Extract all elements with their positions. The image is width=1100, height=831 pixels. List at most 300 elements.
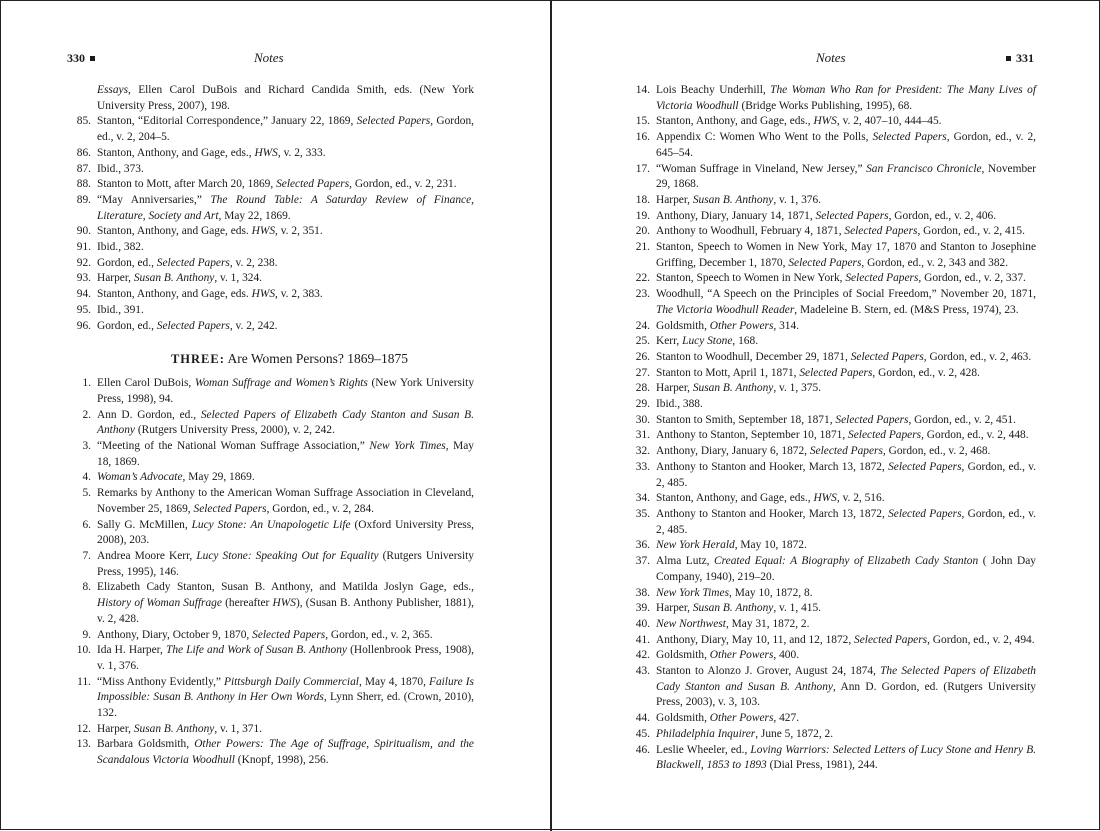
italic-title: Selected Papers — [193, 502, 267, 515]
note-text-run: Anthony to Stanton and Hooker, March 13, 1872, — [656, 460, 889, 473]
note-number: 14. — [635, 84, 650, 96]
note-entry — [626, 224, 1036, 240]
italic-title: Selected Papers — [809, 445, 883, 458]
note-text-run: Andrea Moore Kerr, — [97, 549, 197, 562]
italic-title: Selected Papers — [844, 225, 918, 238]
italic-title: Selected Papers — [788, 256, 862, 269]
running-title-right: Notes — [816, 50, 846, 65]
note-text — [97, 256, 474, 272]
note-number: 39. — [635, 602, 650, 615]
note-text — [97, 408, 474, 439]
italic-title: Failure Is Impossible: Susan B. Anthony in Her Own Words — [97, 675, 474, 704]
note-text — [656, 224, 1036, 240]
note-text — [656, 271, 1036, 287]
note-text — [97, 376, 474, 407]
note-text-run: , May 29, 1869. — [182, 471, 255, 484]
note-entry — [67, 114, 474, 145]
note-number: 96. — [76, 319, 91, 332]
italic-title: Selected Papers — [848, 429, 922, 442]
note-text-run: (Rutgers University Press, 2000), v. 2, 242. — [134, 424, 335, 437]
note-text-run: Ida H. Harper, — [97, 644, 166, 657]
note-text — [97, 722, 474, 738]
note-entry — [67, 580, 474, 627]
note-text — [97, 224, 474, 240]
note-text-run: , v. 1, 375. — [773, 382, 821, 395]
note-text-run: Ibid., 373. — [97, 162, 144, 175]
note-entry — [626, 114, 1036, 130]
note-number: 32. — [635, 445, 650, 458]
italic-title: Selected Papers — [872, 131, 947, 144]
italic-title: Selected Papers — [156, 319, 230, 332]
note-text — [97, 303, 474, 319]
note-entry — [626, 444, 1036, 460]
note-number: 87. — [76, 162, 91, 175]
notes-list-right — [626, 83, 1036, 774]
note-text-run: , 400. — [773, 649, 800, 662]
note-text-run: , v. 2, 516. — [836, 492, 885, 505]
chapter-number: THREE: — [170, 352, 225, 367]
note-text-run: Stanton, Speech to Women in New York, — [656, 272, 846, 285]
note-text-run: , v. 2, 383. — [275, 288, 323, 301]
note-text-run: , Gordon, ed., v. 2, 485. — [656, 460, 1036, 489]
note-number: 90. — [76, 225, 91, 238]
note-entry — [626, 366, 1036, 382]
note-number: 89. — [76, 193, 91, 206]
note-text-run: Ibid., 382. — [97, 241, 144, 254]
note-text — [656, 648, 1036, 664]
note-text-run: , Gordon, ed., v. 2, 204–5. — [97, 115, 475, 144]
note-text-run: , Gordon, ed., v. 2, 406. — [888, 209, 997, 222]
italic-title: Loving Warriors: Selected Letters of Lucy Stone and Henry B. Blackwell, 1853 to 1893 — [656, 743, 1036, 772]
note-text-run: “Woman Suffrage in Vineland, New Jersey,” — [656, 162, 867, 175]
running-head-right — [634, 49, 1034, 67]
note-text — [97, 240, 474, 256]
note-entry — [626, 350, 1036, 366]
italic-title: The Life and Work of Susan B. Anthony — [165, 644, 347, 657]
note-entry — [67, 319, 474, 335]
note-number: 27. — [635, 366, 650, 379]
note-text-run: , Madeleine B. Stern, ed. (M&S Press, 1974), 23. — [794, 303, 1019, 316]
note-number: 29. — [635, 398, 650, 411]
note-text-run: Anthony, Diary, January 14, 1871, — [656, 209, 816, 222]
italic-title: Selected Papers — [156, 256, 230, 269]
note-entry — [626, 601, 1036, 617]
note-number: 21. — [635, 241, 650, 254]
note-text — [97, 580, 474, 627]
italic-title: San Francisco Chronicle — [866, 162, 982, 175]
note-text-run: , Gordon, ed., v. 2, 343 and 382. — [861, 256, 1009, 269]
note-text-run: Stanton, Anthony, and Gage, eds., — [656, 492, 814, 505]
note-text-run: , 427. — [773, 712, 800, 725]
note-text-run: (Hollenbrook Press, 1908), v. 1, 376. — [97, 644, 475, 672]
note-text-run: Stanton, Anthony, and Gage, eds., — [656, 115, 814, 128]
note-entry — [67, 162, 474, 178]
note-text — [97, 271, 474, 287]
note-number: 26. — [635, 350, 650, 363]
note-text-run: ( John Day Company, 1940), 219–20. — [656, 555, 1036, 583]
note-text-run: Ibid., 388. — [656, 398, 703, 411]
note-number: 38. — [635, 586, 650, 599]
note-text-run: “May Anniversaries,” — [97, 193, 211, 206]
note-number: 22. — [635, 272, 650, 285]
note-text-run: Anthony to Stanton and Hooker, March 13, 1872, — [656, 507, 889, 520]
note-entry — [67, 177, 474, 193]
note-text-run: Ibid., 391. — [97, 303, 144, 316]
note-text-run: Anthony, Diary, January 6, 1872, — [656, 445, 810, 458]
note-text-run: ), (Susan B. Anthony Publisher, 1881), v. 2, 428. — [97, 597, 475, 625]
italic-title: Selected Papers — [799, 366, 873, 379]
note-text — [656, 727, 1036, 743]
note-text-run: (hereafter — [221, 597, 273, 610]
note-text — [97, 737, 474, 768]
note-entry — [626, 397, 1036, 413]
note-text-run: “Miss Anthony Evidently,” — [97, 675, 225, 688]
italic-title: Selected Papers — [815, 209, 889, 222]
note-text-run: Harper, — [97, 272, 134, 285]
note-text-run: , 168. — [732, 335, 759, 348]
note-entry — [67, 470, 474, 486]
note-text-run: “Meeting of the National Woman Suffrage Association,” — [97, 440, 370, 453]
italic-title: Other Powers — [709, 649, 774, 662]
italic-title: Selected Papers — [854, 633, 928, 646]
note-number: 2. — [82, 408, 91, 421]
note-entry — [626, 83, 1036, 114]
running-head-left — [67, 49, 474, 67]
note-text-run: , May 22, 1869. — [218, 209, 291, 222]
note-entry — [67, 287, 474, 303]
note-text — [656, 586, 1036, 602]
note-text — [97, 439, 474, 470]
note-number: 30. — [635, 413, 650, 426]
note-entry — [626, 538, 1036, 554]
note-entry — [67, 193, 474, 224]
note-text — [656, 287, 1036, 318]
note-number: 7. — [82, 549, 91, 562]
italic-title: New York Herald — [656, 539, 735, 552]
italic-title: History of Woman Suffrage — [97, 597, 222, 610]
note-text — [97, 319, 474, 335]
note-text — [97, 486, 474, 517]
note-text-run: , Gordon, ed., v. 2, 337. — [918, 272, 1026, 285]
note-entry — [626, 271, 1036, 287]
note-entry — [626, 554, 1036, 585]
italic-title: Essays — [97, 84, 129, 96]
note-entry — [626, 240, 1036, 271]
note-number: 25. — [635, 335, 650, 348]
note-entry — [626, 428, 1036, 444]
note-entry — [626, 633, 1036, 649]
note-entry — [626, 381, 1036, 397]
note-text-run: Gordon, ed., — [97, 319, 157, 332]
italic-title: New York Times — [369, 440, 446, 453]
note-entry — [626, 507, 1036, 538]
note-entry — [626, 586, 1036, 602]
italic-title: Selected Papers of Elizabeth Cady Stanton and Susan B. Anthony — [97, 408, 474, 437]
note-text — [656, 397, 1036, 413]
note-number: 86. — [76, 146, 91, 159]
note-text — [97, 162, 474, 178]
note-text-run: Alma Lutz, — [656, 555, 715, 568]
note-entry — [626, 460, 1036, 491]
note-number: 85. — [76, 115, 91, 128]
note-number: 91. — [76, 241, 91, 254]
note-text-run: , Gordon, ed., v. 2, 284. — [266, 502, 375, 515]
note-text-run: , Gordon, ed., v. 2, 494. — [927, 633, 1035, 646]
italic-title: Woman Suffrage and Women’s Rights — [194, 377, 368, 390]
note-text-run: , v. 1, 376. — [773, 193, 821, 206]
note-entry — [67, 240, 474, 256]
note-number: 4. — [82, 471, 91, 484]
italic-title: Selected Papers — [276, 178, 350, 191]
note-text-run: Harper, — [97, 722, 134, 735]
note-number: 45. — [635, 727, 650, 740]
note-text-run: , v. 1, 324. — [214, 272, 262, 285]
italic-title: Lucy Stone: Speaking Out for Equality — [196, 549, 379, 562]
italic-title: The Woman Who Ran for President: The Many Lives of Victoria Woodhull — [656, 84, 1036, 112]
note-text — [656, 350, 1036, 366]
note-text-run: , Gordon, ed., v. 2, 448. — [921, 429, 1029, 442]
note-entry — [67, 408, 474, 439]
italic-title: HWS — [254, 146, 278, 159]
note-text — [656, 162, 1036, 193]
note-text — [656, 601, 1036, 617]
italic-title: HWS — [251, 288, 276, 301]
note-text — [656, 491, 1036, 507]
note-text-run: , May 10, 1872. — [734, 539, 807, 552]
italic-title: Other Powers — [709, 319, 774, 332]
note-number: 40. — [635, 617, 650, 630]
note-text-run: , Gordon, ed., v. 2, 428. — [872, 366, 980, 379]
note-entry — [67, 376, 474, 407]
note-entry — [626, 162, 1036, 193]
note-text-run: , Gordon, ed., v. 2, 468. — [882, 445, 991, 458]
notes-list-continued — [67, 83, 474, 334]
note-entry — [626, 491, 1036, 507]
note-text-run: , Gordon, ed., v. 2, 231. — [349, 178, 457, 191]
note-text-run: , Gordon, ed., v. 2, 451. — [908, 413, 1016, 426]
italic-title: New Northwest — [656, 617, 726, 630]
note-entry — [67, 643, 474, 674]
italic-title: Other Powers — [709, 712, 774, 725]
note-number: 28. — [635, 382, 650, 395]
italic-title: HWS — [251, 225, 276, 238]
note-number: 9. — [82, 628, 91, 641]
note-number: 95. — [76, 303, 91, 316]
note-number: 19. — [635, 209, 650, 222]
note-entry — [67, 439, 474, 470]
note-entry — [67, 256, 474, 272]
italic-title: Susan B. Anthony — [692, 193, 774, 206]
note-text-run: Anthony to Woodhull, February 4, 1871, — [656, 225, 845, 238]
note-text — [656, 428, 1036, 444]
note-text-run: Gordon, ed., — [97, 256, 157, 269]
note-number: 43. — [635, 665, 650, 678]
note-text-run: , May 10, 1872, 8. — [729, 586, 813, 599]
italic-title: HWS — [272, 597, 296, 610]
note-number: 10. — [76, 644, 91, 657]
note-entry — [626, 193, 1036, 209]
note-number: 15. — [635, 115, 650, 128]
square-bullet-icon — [1006, 56, 1011, 61]
note-text-run: , Gordon, ed., v. 2, 463. — [923, 350, 1032, 363]
page-number-left: 330 — [67, 49, 100, 67]
note-entry — [626, 648, 1036, 664]
note-number: 1. — [82, 377, 91, 390]
note-number: 94. — [76, 288, 91, 301]
note-text — [656, 366, 1036, 382]
note-text-run: (Knopf, 1998), 256. — [234, 754, 329, 767]
note-number: 17. — [635, 162, 650, 175]
note-entry — [67, 146, 474, 162]
italic-title: HWS — [813, 492, 837, 505]
note-entry — [626, 617, 1036, 633]
note-number: 92. — [76, 256, 91, 269]
note-text-run: , v. 1, 371. — [214, 722, 262, 735]
note-text-run: Anthony, Diary, October 9, 1870, — [97, 628, 253, 641]
italic-title: Susan B. Anthony — [692, 382, 774, 395]
note-number: 88. — [76, 178, 91, 191]
italic-title: Selected Papers — [252, 628, 326, 641]
note-text-run: Anthony to Stanton, September 10, 1871, — [656, 429, 849, 442]
note-text-run: , v. 2, 407–10, 444–45. — [836, 115, 942, 128]
page-number-right: 331 — [1001, 49, 1034, 67]
note-number: 42. — [635, 649, 650, 662]
italic-title: Created Equal: A Biography of Elizabeth Cady Stanton — [714, 555, 979, 568]
italic-title: Selected Papers — [356, 115, 431, 128]
note-number: 24. — [635, 319, 650, 332]
italic-title: HWS — [813, 115, 837, 128]
chapter-title: Are Women Persons? 1869–1875 — [227, 351, 409, 367]
note-text-run: , Gordon, ed., v. 2, 645–54. — [656, 131, 1036, 159]
italic-title: Selected Papers — [835, 413, 909, 426]
note-text — [656, 83, 1036, 114]
italic-title: New York Times — [656, 586, 730, 599]
note-text-run: , Gordon, ed., v. 2, 485. — [656, 507, 1036, 536]
italic-title: Other Powers: The Age of Suffrage, Spiritualism, and the Scandalous Victoria Woodhull — [97, 738, 474, 767]
note-text — [656, 381, 1036, 397]
note-text — [67, 83, 474, 114]
note-text — [97, 470, 474, 486]
square-bullet-icon — [90, 56, 95, 61]
note-number: 3. — [82, 440, 91, 453]
italic-title: Woman’s Advocate — [97, 471, 183, 484]
note-number: 23. — [635, 288, 650, 301]
note-text-run: Stanton to Smith, September 18, 1871, — [656, 413, 836, 426]
notes-list-chapter-three — [67, 376, 474, 769]
note-text — [97, 549, 474, 580]
italic-title: Selected Papers — [845, 272, 919, 285]
note-text-run: (Dial Press, 1981), 244. — [766, 759, 878, 772]
note-number: 13. — [76, 738, 91, 751]
note-text — [656, 334, 1036, 350]
right-page — [552, 1, 1100, 831]
note-text-run: Barbara Goldsmith, — [97, 738, 195, 751]
note-text-run: Harper, — [656, 193, 693, 206]
italic-title: The Victoria Woodhull Reader — [656, 303, 795, 316]
note-text — [97, 193, 474, 224]
note-text-run: (Oxford University Press, 2008), 203. — [97, 518, 474, 547]
italic-title: Susan B. Anthony — [133, 722, 215, 735]
note-text — [656, 633, 1036, 649]
note-text — [656, 460, 1036, 491]
note-text-run: Appendix C: Women Who Went to the Polls, — [656, 131, 873, 144]
note-text — [656, 711, 1036, 727]
note-text — [97, 114, 474, 145]
note-text — [656, 193, 1036, 209]
note-entry — [67, 549, 474, 580]
note-number: 20. — [635, 225, 650, 238]
note-text-run: , v. 2, 333. — [277, 146, 326, 159]
note-text-run: , May 18, 1869. — [97, 440, 474, 468]
note-text — [656, 743, 1036, 774]
note-entry — [626, 727, 1036, 743]
note-text-run: , Ellen Carol DuBois and Richard Candida Smith, eds. (New York University Press, 2007), 198. — [97, 84, 474, 112]
note-text — [656, 209, 1036, 225]
note-text — [656, 240, 1036, 271]
note-text — [656, 413, 1036, 429]
note-number: 11. — [77, 675, 91, 688]
note-number: 37. — [635, 555, 650, 568]
note-entry — [67, 722, 474, 738]
note-text — [656, 554, 1036, 585]
note-text-run: Stanton, Anthony, and Gage, eds. — [97, 225, 252, 238]
note-number: 12. — [76, 722, 91, 735]
note-number: 6. — [82, 518, 91, 531]
note-text — [97, 628, 474, 644]
note-text — [656, 538, 1036, 554]
note-text — [656, 130, 1036, 161]
note-text — [656, 507, 1036, 538]
note-number: 46. — [635, 743, 650, 756]
note-text — [97, 177, 474, 193]
left-page — [1, 1, 550, 831]
note-entry — [67, 737, 474, 768]
note-number: 31. — [635, 429, 650, 442]
note-entry — [626, 319, 1036, 335]
italic-title: Susan B. Anthony — [692, 602, 774, 615]
note-text-run: (New York University Press, 1998), 94. — [97, 377, 475, 405]
note-text-run: Harper, — [656, 382, 693, 395]
note-text-run: , v. 2, 242. — [229, 319, 278, 332]
note-text-run: (Rutgers University Press, 1995), 146. — [97, 549, 474, 578]
note-entry — [67, 486, 474, 517]
note-text-run: Stanton to Mott, April 1, 1871, — [656, 366, 800, 379]
note-text-run: Stanton to Woodhull, December 29, 1871, — [656, 350, 851, 363]
note-text — [97, 518, 474, 549]
note-text-run: Elizabeth Cady Stanton, Susan B. Anthony, and Matilda Joslyn Gage, eds., — [97, 581, 474, 594]
running-title-left: Notes — [254, 50, 284, 65]
italic-title: Philadelphia Inquirer — [656, 727, 756, 740]
note-text-run: Leslie Wheeler, ed., — [656, 743, 751, 756]
note-text-run: , 314. — [773, 319, 800, 332]
note-text — [656, 444, 1036, 460]
italic-title: Selected Papers — [850, 350, 924, 363]
note-text-run: , Gordon, ed., v. 2, 415. — [917, 225, 1025, 238]
note-text-run: Lois Beachy Underhill, — [656, 84, 771, 96]
note-text-run: , Gordon, ed., v. 2, 365. — [325, 628, 433, 641]
note-text-run: Goldsmith, — [656, 649, 710, 662]
note-text-run: Ellen Carol DuBois, — [97, 377, 195, 390]
note-entry — [626, 413, 1036, 429]
italic-title: Lucy Stone: An Unapologetic Life — [191, 518, 351, 531]
note-text-run: , v. 2, 238. — [229, 256, 278, 269]
note-text-run: Stanton to Mott, after March 20, 1869, — [97, 178, 277, 191]
note-text — [97, 675, 474, 722]
italic-title: Susan B. Anthony — [133, 272, 215, 285]
note-text — [97, 146, 474, 162]
note-entry — [67, 271, 474, 287]
note-entry — [67, 628, 474, 644]
